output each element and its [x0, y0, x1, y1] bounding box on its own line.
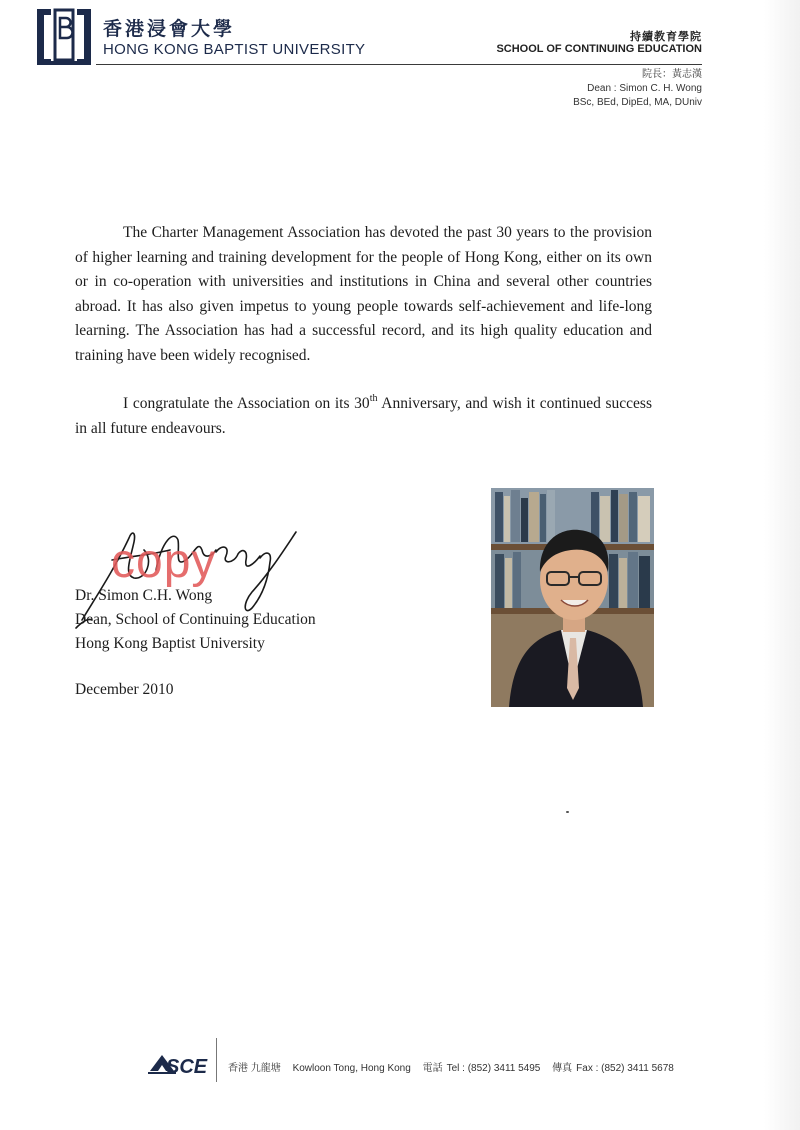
page-edge-shadow	[764, 0, 800, 1130]
university-name-english: HONG KONG BAPTIST UNIVERSITY	[103, 41, 366, 58]
tel-label-chinese: 電話	[422, 1063, 443, 1074]
dean-name-english: Dean : Simon C. H. Wong	[587, 83, 702, 94]
sce-logo-icon	[148, 1049, 210, 1079]
paragraph-2-end: Anniversary, and wish it continued success in all future endeavours.	[75, 395, 652, 437]
address-english: Kowloon Tong, Hong Kong	[292, 1063, 411, 1074]
copy-stamp: copy	[111, 535, 217, 588]
telephone: Tel : (852) 3411 5495	[446, 1063, 541, 1074]
footer-contact	[228, 1059, 683, 1074]
signatory-institution: Hong Kong Baptist University	[75, 635, 265, 652]
ordinal-suffix: th	[369, 393, 378, 404]
signatory-title: Dean, School of Continuing Education	[75, 611, 316, 628]
letter-date: December 2010	[75, 681, 174, 698]
scan-speck	[566, 811, 569, 813]
address-chinese: 香港 九龍塘	[228, 1063, 281, 1074]
letter-paragraph-2	[75, 392, 652, 441]
dean-degrees: BSc, BEd, DipEd, MA, DUniv	[573, 97, 702, 108]
school-name-english: SCHOOL OF CONTINUING EDUCATION	[496, 43, 702, 55]
dean-info	[573, 68, 702, 110]
fax-label-chinese: 傳真	[552, 1063, 573, 1074]
fax: Fax : (852) 3411 5678	[576, 1063, 674, 1074]
university-name-chinese: 香港浸會大學	[103, 18, 236, 40]
letter-paragraph-1: The Charter Management Association has devoted the past 30 years to the provision of higher learning and training development for the people of Hong Kong, either on its own or in co-operation with universities and institutions in China and several other countries abroad. It has also given impetus to young people towards self-achievement and life-long learning. The Association has had a successful record, and its high quality education and training have been widely recognised.	[75, 224, 652, 364]
footer-divider	[216, 1038, 217, 1082]
paragraph-2-start: I congratulate the Association on its 30	[123, 395, 370, 412]
signatory-name: Dr. Simon C.H. Wong	[75, 587, 213, 604]
school-name-chinese: 持續教育學院	[630, 30, 702, 43]
sce-logo-text: SCE	[166, 1056, 208, 1078]
dean-portrait-photo	[491, 488, 654, 707]
header-divider	[96, 64, 702, 65]
dean-name-chinese: 院長：黃志漢	[642, 69, 702, 80]
university-logo-icon	[34, 4, 94, 68]
